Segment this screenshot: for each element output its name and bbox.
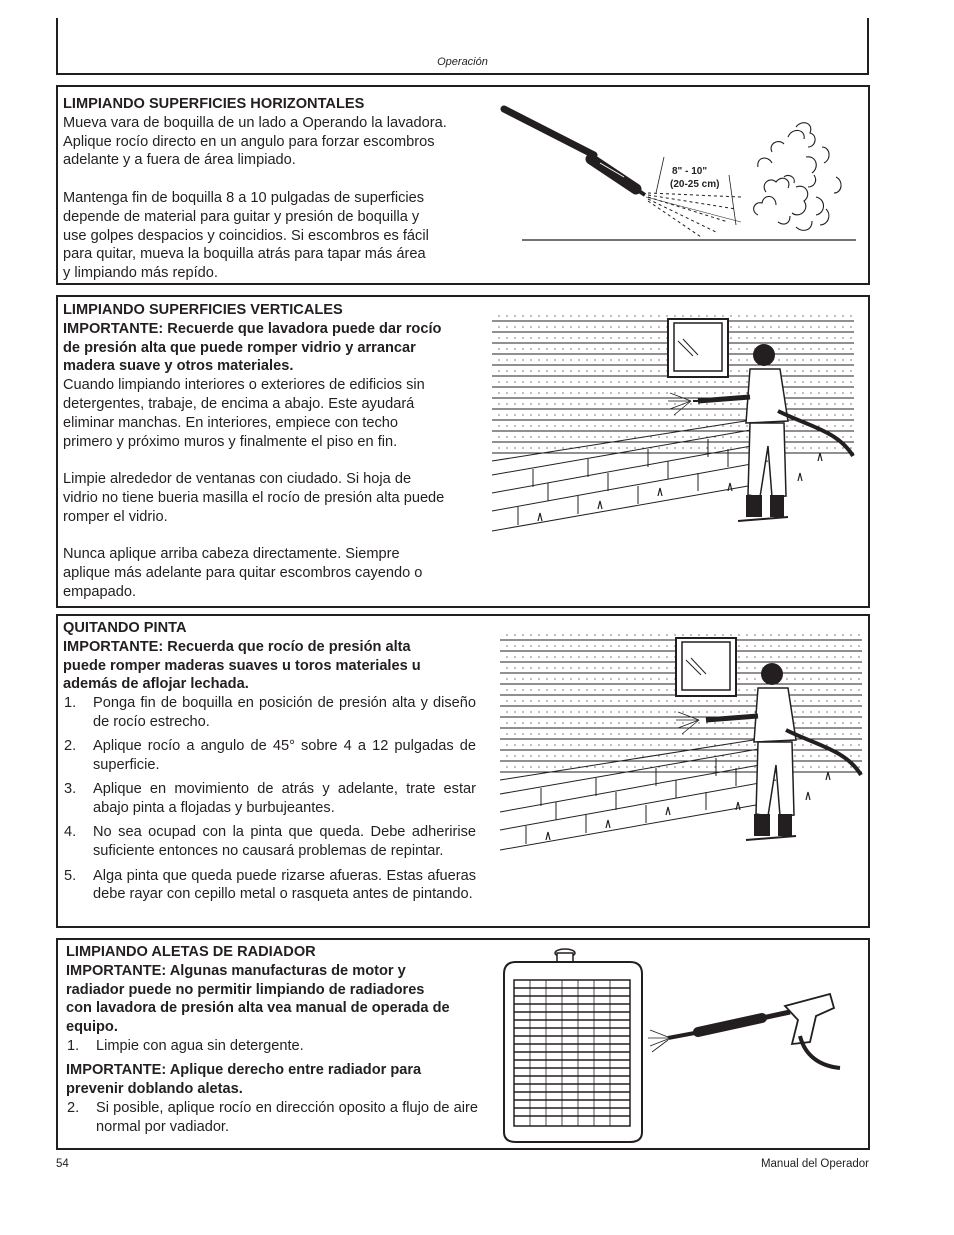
important-line: radiador puede no permitir limpiando de radiadores [66, 981, 425, 998]
section-title: LIMPIANDO ALETAS DE RADIADOR [66, 944, 316, 960]
important-line: madera suave y otros materiales. [63, 358, 294, 375]
important-line: IMPORTANTE: Algunas manufacturas de motor y [66, 962, 406, 979]
text-line: romper el vidrio. [63, 508, 168, 525]
paint-steps-list [63, 694, 476, 904]
list-item: 2. Si posible, aplique rocío en dirección oposito a flujo de aire normal por vadiador. [67, 1099, 478, 1135]
radiator-step-1 [66, 1037, 478, 1056]
list-item: 4. No sea ocupad con la pinta que queda. Debe adheririse suficiente entonces no causará problemas de repintar. [64, 824, 476, 860]
vertical-cleaning-figure [488, 311, 858, 541]
section-horizontal [56, 85, 870, 285]
section-paint [56, 614, 870, 928]
text-line: Mantenga fin de boquilla 8 a 10 pulgadas de superficies [63, 189, 425, 206]
section-radiator-text [66, 943, 478, 1142]
section-vertical [56, 295, 870, 608]
radiator-step-2 [66, 1099, 478, 1137]
section-title: LIMPIANDO SUPERFICIES VERTICALES [63, 302, 343, 318]
page-header-frame [56, 18, 869, 75]
important-line: de presión alta que puede romper vidrio y arrancar [63, 339, 416, 356]
page-number: 54 [56, 1158, 69, 1170]
text-line: Cuando limpiando interiores o exteriores de edificios sin [63, 377, 425, 394]
distance-label: 8" - 10" [672, 166, 708, 177]
section-paint-text [63, 619, 476, 910]
text-line: adelante y a fuera de área limpiado. [63, 152, 296, 169]
list-item: 5. Alga pinta que queda puede rizarse afueras. Estas afueras debe rayar con cepillo metal o rasqueta antes de pintando. [64, 867, 476, 903]
text-line: use golpes despacios y coincidios. Si escombros es fácil [63, 227, 429, 244]
list-item: 1. Ponga fin de boquilla en posición de presión alta y diseño de rocío estrecho. [64, 695, 476, 730]
important-line: puede romper maderas suaves u toros materiales u [63, 657, 421, 674]
list-item: 2. Aplique rocío a angulo de 45° sobre 4 a 12 pulgadas de superficie. [64, 738, 476, 774]
section-vertical-text [63, 301, 483, 602]
section-horizontal-text [63, 95, 483, 283]
important-line: IMPORTANTE: Aplique derecho entre radiador para [66, 1062, 422, 1079]
section-title: LIMPIANDO SUPERFICIES HORIZONTALES [63, 96, 365, 112]
text-line: y limpiando más repído. [63, 265, 218, 282]
text-line: para quitar, mueva la boquilla atrás para tapar más área [63, 246, 426, 263]
distance-label-metric: (20-25 cm) [670, 179, 720, 190]
text-line: Nunca aplique arriba cabeza directamente. Siempre [63, 546, 400, 563]
text-line: Mueva vara de boquilla de un lado a Operando la lavadora. [63, 114, 447, 131]
text-line: detergentes, trabaje, de encima a abajo. Este ayudará [63, 395, 415, 412]
text-line: depende de material para guitar y presión de boquilla y [63, 208, 420, 225]
manual-title: Manual del Operador [760, 1158, 869, 1170]
section-label: Operación [437, 56, 488, 68]
text-line: aplique más adelante para quitar escombros cayendo o [63, 565, 423, 582]
text-line: primero y próximo muros y finalmente el piso en fin. [63, 433, 398, 450]
important-line: con lavadora de presión alta vea manual de operada de [66, 1000, 450, 1017]
important-line: equipo. [66, 1019, 118, 1036]
text-line: Limpie alrededor de ventanas con ciudado. Si hoja de [63, 471, 412, 488]
paint-removal-figure [496, 630, 866, 860]
section-radiator [56, 938, 870, 1150]
text-line: eliminar manchas. En interiores, empiece con techo [63, 414, 399, 431]
important-line: además de aflojar lechada. [63, 676, 249, 693]
horizontal-cleaning-figure [496, 97, 866, 247]
section-title: QUITANDO PINTA [63, 620, 187, 636]
important-line: IMPORTANTE: Recuerda que rocío de presión alta [63, 638, 411, 655]
text-line: empapado. [63, 583, 137, 600]
list-item: 3. Aplique en movimiento de atrás y adelante, trate estar abajo pinta a flojadas y burbujeantes. [64, 781, 476, 817]
radiator-cleaning-figure [500, 946, 850, 1146]
important-line: IMPORTANTE: Recuerde que lavadora puede dar rocío [63, 320, 442, 337]
list-item: 1. Limpie con agua sin detergente. [67, 1037, 304, 1054]
text-line: Aplique rocío directo en un angulo para forzar escombros [63, 133, 435, 150]
text-line: vidrio no tiene bueria masilla el rocío de presión alta puede [63, 489, 445, 506]
important-line: prevenir doblando aletas. [66, 1081, 243, 1098]
